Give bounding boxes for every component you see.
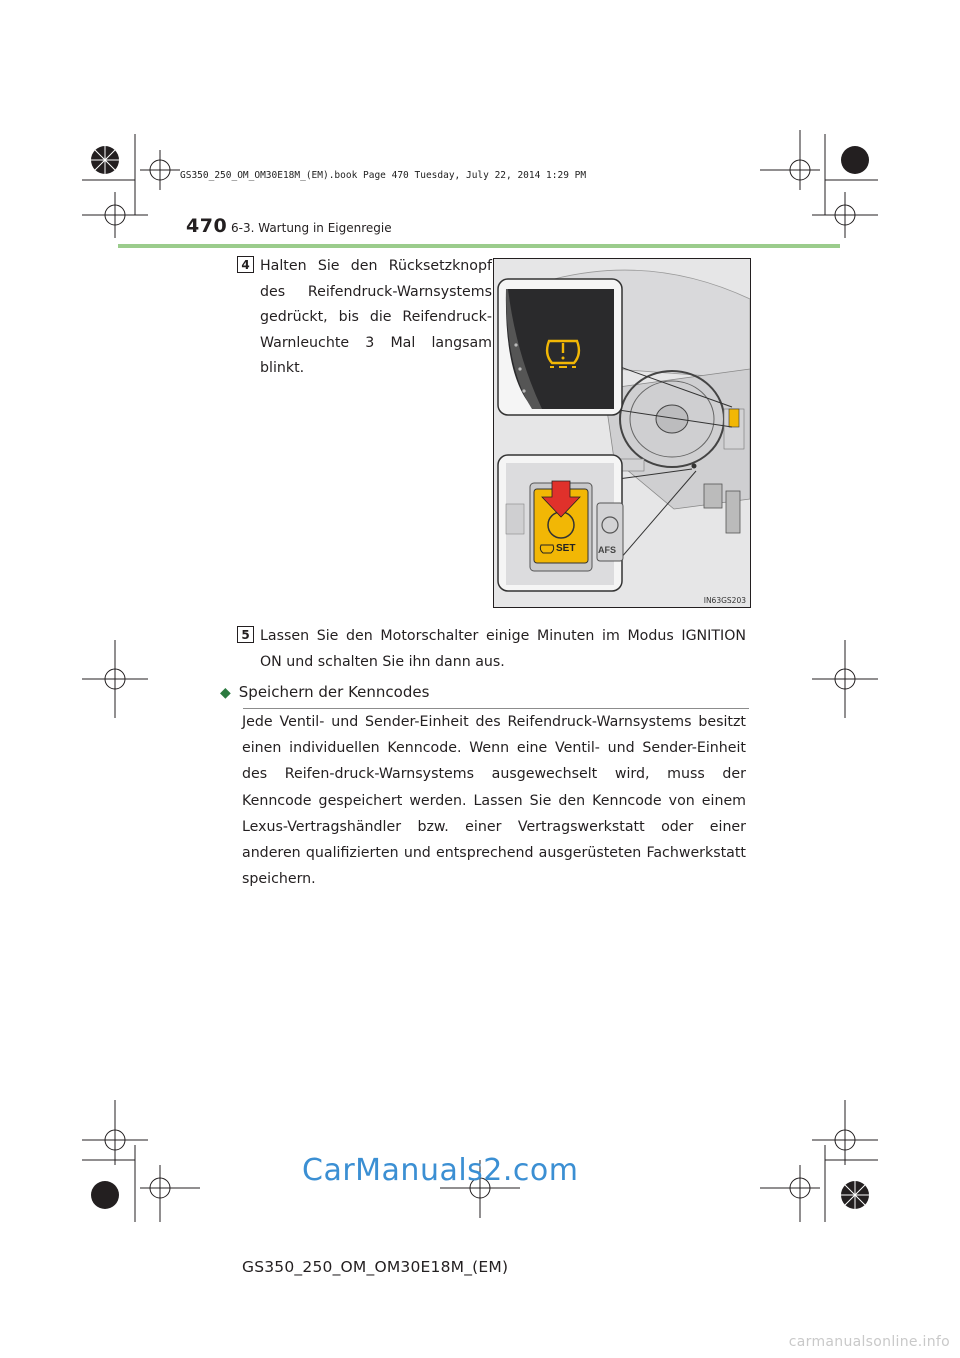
page-number: 470 xyxy=(186,215,228,237)
subsection-title: Speichern der Kenncodes xyxy=(238,683,430,701)
illustration-code: IN63GS203 xyxy=(703,596,746,605)
print-info: GS350_250_OM_OM30E18M_(EM).book Page 470 Tuesday, July 22, 2014 1:29 PM xyxy=(180,170,587,181)
section-title: 6-3. Wartung in Eigenregie xyxy=(231,221,392,235)
step-4-text: Halten Sie den Rücksetzknopf des Reifendruck-Warnsystems gedrückt, bis die Reifendruck-Warnleuchte 3 Mal langsam blinkt. xyxy=(260,258,492,376)
dashboard-drawing xyxy=(494,259,750,607)
subsection-body: Jede Ventil- und Sender-Einheit des Reifendruck-Warnsystems besitzt einen individuellen Kenncode. Wenn eine Ventil- und Sender-Einheit des Reifen-druck-Warnsystems ausgewechselt wird, muss der Kenncode gespeichert werden. Lassen Sie den Kenncode von einem Lexus-Vertragshändler bzw. einer Vertragswerkstatt oder einer anderen qualifizierten und entsprechend ausgerüsteten Fachwerkstatt speichern. xyxy=(242,714,746,888)
set-label: SET xyxy=(556,543,576,554)
site-watermark: carmanualsonline.info xyxy=(788,1334,950,1350)
afs-label: AFS xyxy=(598,545,616,555)
step-number-4: 4 xyxy=(237,256,254,273)
subsection-heading xyxy=(220,683,429,701)
watermark-logo: CarManuals2.com xyxy=(302,1153,579,1188)
step-5-text: Lassen Sie den Motorschalter einige Minuten im Modus IGNITION ON und schalten Sie ihn dann aus. xyxy=(260,628,746,670)
header-rule xyxy=(118,244,840,248)
step-number-5: 5 xyxy=(237,626,254,643)
illustration-tpms-reset xyxy=(493,258,751,608)
diamond-icon: ◆ xyxy=(220,685,231,701)
footer-code: GS350_250_OM_OM30E18M_(EM) xyxy=(242,1258,509,1276)
